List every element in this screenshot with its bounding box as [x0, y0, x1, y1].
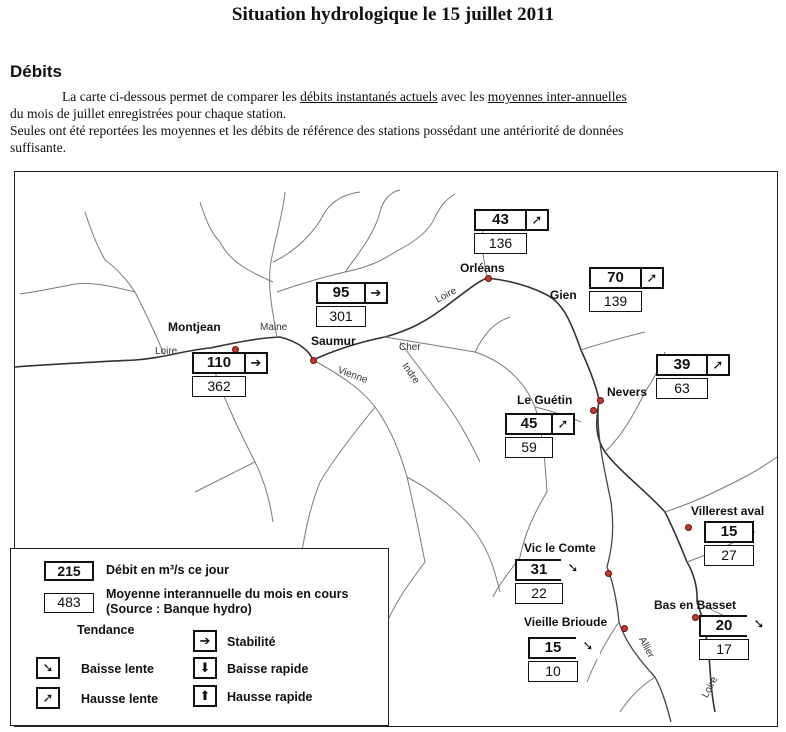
station-dot-orleans: [485, 275, 492, 282]
station-flow: 95: [316, 282, 366, 304]
arrow-up-right-icon: ➚: [36, 687, 60, 709]
river-label-loire-south: Loire: [700, 675, 721, 700]
station-flow: 31: [515, 559, 563, 581]
station-average: 136: [474, 233, 527, 254]
legend-stabilite: Stabilité: [227, 635, 276, 649]
station-flow: 15: [704, 521, 754, 543]
section-heading: Débits: [10, 62, 62, 81]
city-label-bas-en-basset: Bas en Basset: [654, 598, 737, 612]
arrow-up-right-icon: ➚: [640, 267, 664, 289]
river-label-loire-north: Loire: [433, 285, 459, 306]
station-average: 10: [528, 661, 578, 682]
legend-baisse-lente: Baisse lente: [81, 662, 154, 676]
station-average: 22: [515, 583, 563, 604]
river-label-indre: Indre: [399, 361, 422, 386]
legend-flow-example: 215: [44, 561, 94, 581]
legend-average-source: (Source : Banque hydro): [106, 602, 252, 616]
arrow-down-right-icon: ➘: [576, 637, 600, 659]
city-label-saumur: Saumur: [311, 334, 356, 348]
legend-average-example: 483: [44, 593, 94, 613]
city-label-vic-le-comte: Vic le Comte: [524, 541, 596, 555]
legend-flow-text: Débit en m³/s ce jour: [106, 563, 229, 577]
station-dot-saumur: [310, 357, 317, 364]
river-label-allier: Allier: [636, 635, 657, 660]
station-dot-bas-en-basset: [692, 614, 699, 621]
station-average: 301: [316, 306, 366, 327]
intro-term-interannual-mean: moyennes inter-annuelles: [487, 89, 627, 104]
river-label-maine: Maine: [260, 322, 288, 333]
arrow-up-right-icon: ➚: [706, 354, 730, 376]
intro-line-1: [10, 88, 770, 105]
arrow-down-right-icon: ➘: [747, 615, 771, 637]
station-flow: 39: [656, 354, 708, 376]
river-label-cher: Cher: [399, 342, 421, 353]
map-legend: [10, 548, 389, 726]
page-title: Situation hydrologique le 15 juillet 2011: [231, 4, 555, 25]
station-average: 139: [589, 291, 642, 312]
arrow-down-right-icon: ➘: [561, 559, 585, 581]
legend-average-text: Moyenne interannuelle du mois en cours: [106, 587, 349, 601]
intro-line-3: Seules ont été reportées les moyennes et les débits de référence des stations possédant une antériorité de données: [10, 123, 624, 138]
station-dot-vic-le-comte: [605, 570, 612, 577]
indre-river: [400, 342, 480, 462]
station-average: 59: [505, 437, 553, 458]
legend-hausse-lente: Hausse lente: [81, 692, 159, 706]
intro-line-2: du mois de juillet enregistrées pour chaque station.: [10, 106, 287, 121]
legend-hausse-rapide: Hausse rapide: [227, 690, 313, 704]
city-label-montjean: Montjean: [168, 320, 221, 334]
station-dot-le-guetin: [590, 407, 597, 414]
river-label-vienne: Vienne: [336, 365, 369, 386]
arrow-down-right-icon: ➘: [36, 657, 60, 679]
city-label-le-guetin: Le Guétin: [517, 393, 573, 407]
arrow-up-right-icon: ➚: [551, 413, 575, 435]
maine-river: [270, 192, 285, 338]
arrow-right-icon: ➔: [244, 352, 268, 374]
intro-text: La carte ci-dessous permet de comparer les: [62, 89, 301, 104]
intro-text: avec les: [437, 89, 488, 104]
legend-baisse-rapide: Baisse rapide: [227, 662, 309, 676]
station-flow: 110: [192, 352, 246, 374]
arrow-up-icon: ⬆: [193, 685, 217, 707]
city-label-gien: Gien: [550, 288, 577, 302]
station-dot-nevers: [597, 397, 604, 404]
station-flow: 70: [589, 267, 642, 289]
station-dot-villerest: [685, 524, 692, 531]
station-average: 27: [704, 545, 754, 566]
arrow-right-icon: ➔: [193, 630, 217, 652]
intro-term-current-flow: débits instantanés actuels: [300, 89, 438, 104]
arrow-right-icon: ➔: [364, 282, 388, 304]
station-flow: 15: [528, 637, 578, 659]
river-label-loire-west: Loire: [155, 346, 178, 357]
arrow-down-icon: ⬇: [193, 657, 217, 679]
intro-line-4: suffisante.: [10, 140, 67, 155]
arrow-up-right-icon: ➚: [525, 209, 549, 231]
station-average: 63: [656, 378, 708, 399]
station-flow: 43: [474, 209, 527, 231]
station-flow: 45: [505, 413, 553, 435]
station-flow: 20: [699, 615, 749, 637]
vienne-river: [313, 360, 425, 562]
station-dot-vieille-brioude: [621, 625, 628, 632]
station-average: 17: [699, 639, 749, 660]
legend-tendance-heading: Tendance: [77, 623, 135, 637]
city-label-vieille-brioude: Vieille Brioude: [524, 615, 608, 629]
city-label-orleans: Orléans: [460, 261, 505, 275]
city-label-villerest: Villerest aval: [691, 504, 765, 518]
city-label-nevers: Nevers: [607, 385, 648, 399]
station-average: 362: [192, 376, 246, 397]
